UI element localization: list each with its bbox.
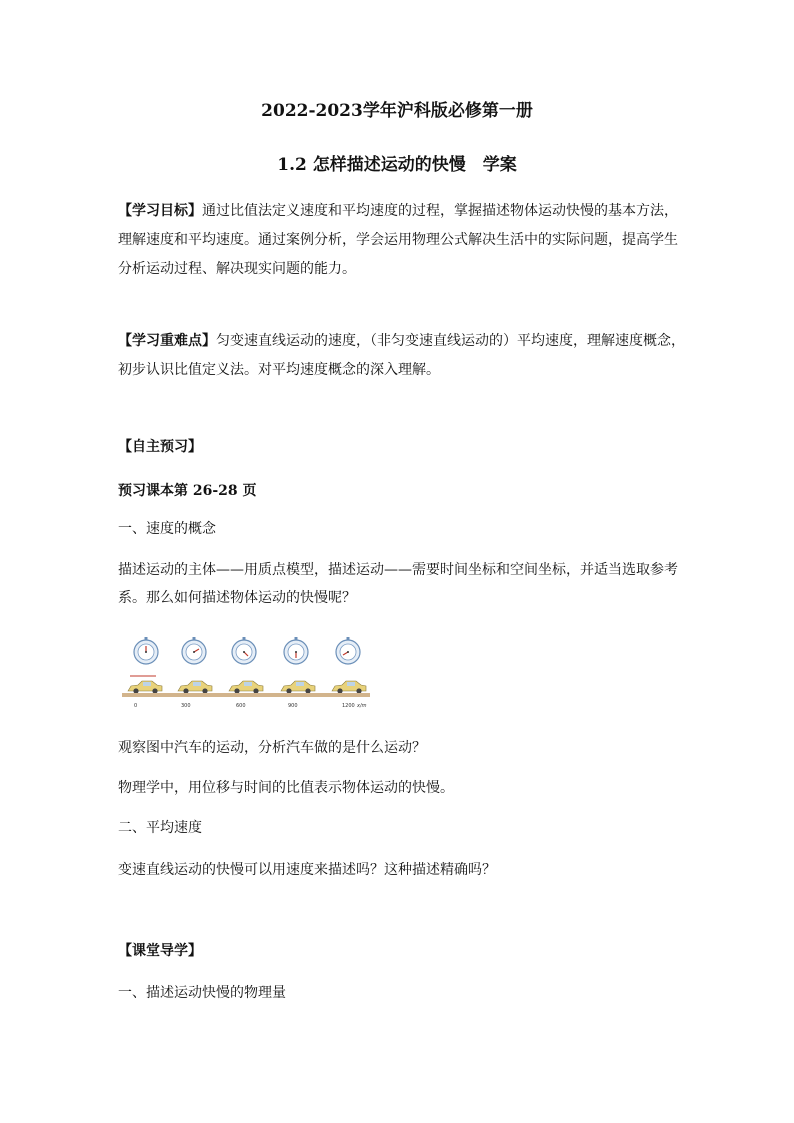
objectives-line-2: 理解速度和平均速度。通过案例分析，学会运用物理公式解决生活中的实际问题，提高学生 (118, 232, 678, 248)
road (122, 693, 370, 697)
tick-label-1200: 1200 (342, 703, 355, 709)
keypoints-text-1: 匀变速直线运动的速度，（非匀变速直线运动的）平均速度，理解速度概念， (216, 333, 685, 349)
para1-line-2: 系。那么如何描述物体运动的快慢呢？ (118, 590, 356, 606)
car-motion-figure (118, 632, 370, 712)
question-car-motion: 观察图中汽车的运动，分析汽车做的是什么运动？ (118, 740, 426, 756)
stopwatch-0 (134, 637, 158, 664)
objectives-text-1: 通过比值法定义速度和平均速度的过程，掌握描述物体运动快慢的基本方法， (202, 203, 678, 219)
section-motion-quantity: 一、描述运动快慢的物理量 (118, 985, 286, 1001)
keypoints-line-2: 初步认识比值定义法。对平均速度概念的深入理解。 (118, 362, 440, 378)
classroom-label: 【课堂导学】 (118, 943, 202, 959)
car-2 (229, 681, 263, 694)
preview-label: 【自主预习】 (118, 439, 202, 455)
stopwatch-1 (182, 637, 206, 664)
preview-pages: 预习课本第 26-28 页 (118, 483, 257, 499)
section-average-speed: 二、平均速度 (118, 820, 202, 836)
stopwatch-4 (336, 637, 360, 664)
objectives-line-1 (118, 201, 684, 221)
document-title: 2022-2023学年沪科版必修第一册 (261, 101, 533, 121)
tick-label-300: 300 (181, 703, 191, 709)
objectives-label: 【学习目标】 (118, 203, 202, 219)
objectives-line-3: 分析运动过程、解决现实问题的能力。 (118, 261, 356, 277)
para1-line-1: 描述运动的主体——用质点模型，描述运动——需要时间坐标和空间坐标，并适当选取参考 (118, 562, 678, 578)
car-0 (128, 681, 162, 694)
tick-label-900: 900 (288, 703, 298, 709)
axis-unit: x/m (357, 703, 367, 709)
statement-speed: 物理学中，用位移与时间的比值表示物体运动的快慢。 (118, 780, 454, 796)
car-1 (178, 681, 212, 694)
question-variable-motion: 变速直线运动的快慢可以用速度来描述吗？这种描述精确吗？ (118, 862, 496, 878)
section-speed-concept: 一、速度的概念 (118, 521, 216, 537)
stopwatch-2 (232, 637, 256, 664)
tick-label-600: 600 (236, 703, 246, 709)
lesson-title: 1.2 怎样描述运动的快慢 学案 (277, 155, 517, 175)
keypoints-line-1 (118, 331, 684, 351)
car-4 (332, 681, 366, 694)
stopwatch-3 (284, 637, 308, 664)
keypoints-label: 【学习重难点】 (118, 333, 216, 349)
tick-label-0: 0 (134, 703, 138, 709)
car-3 (281, 681, 315, 694)
